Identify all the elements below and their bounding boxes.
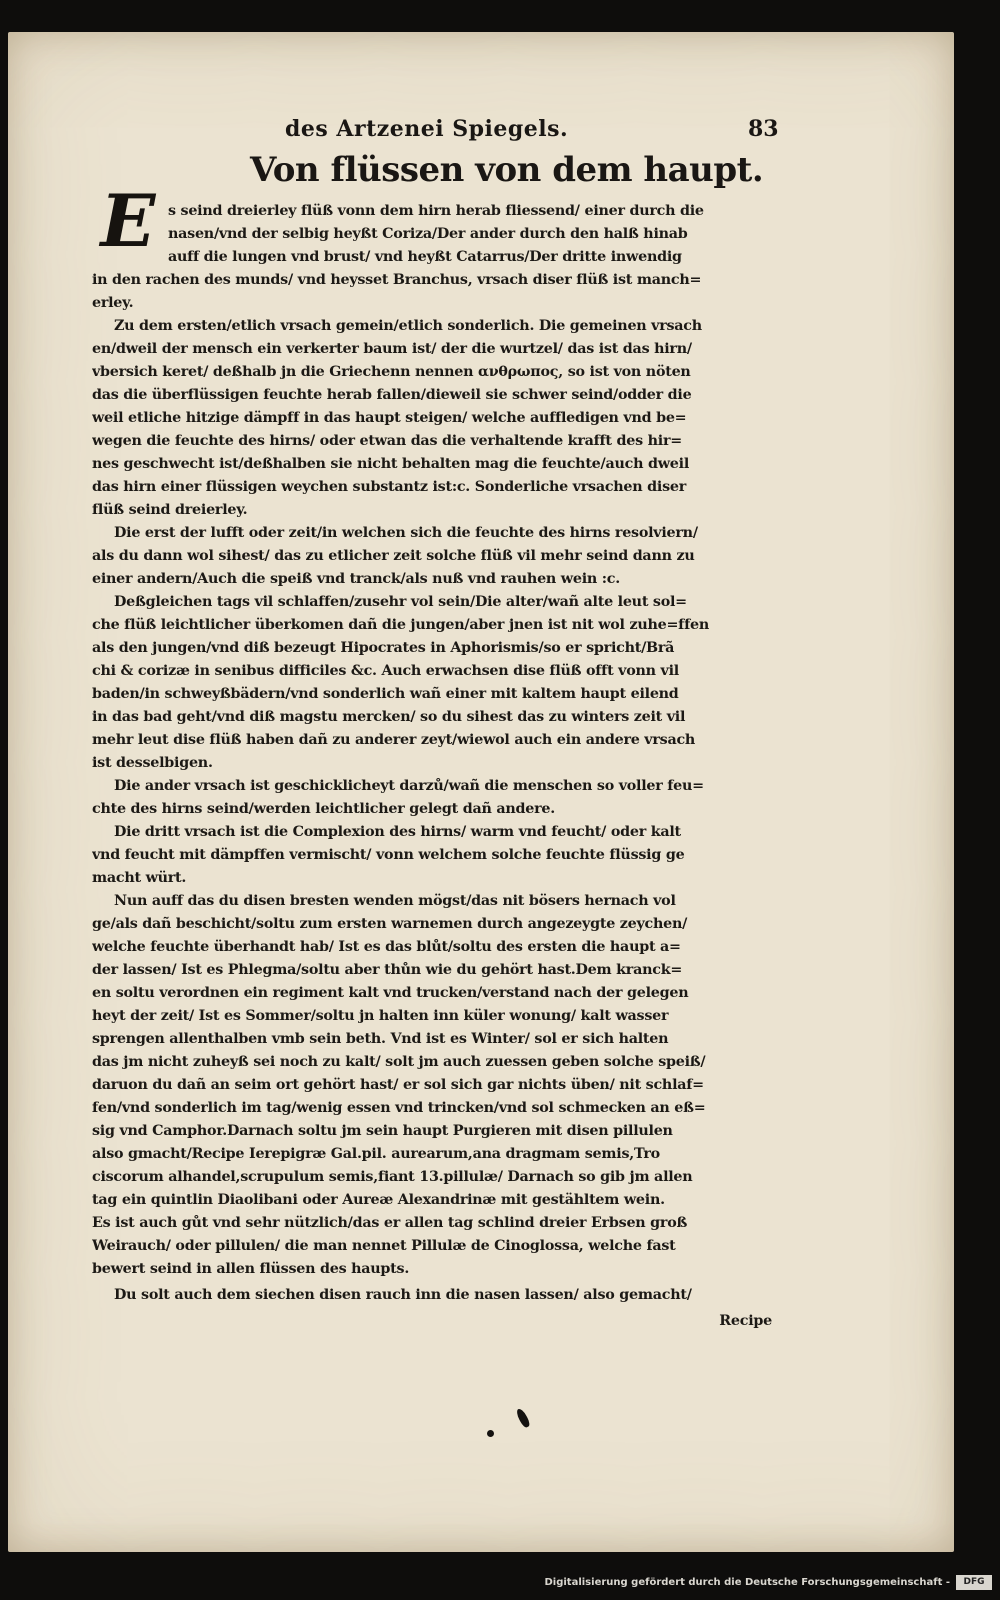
dfg-logo: DFG — [956, 1575, 992, 1590]
text-line: mehr leut dise flüß haben dañ zu anderer zeyt/wiewol auch ein andere vrsach — [92, 732, 696, 748]
text-line: daruon du dañ an seim ort gehört hast/ er sol sich gar nichts üben/ nit schlaf= — [92, 1077, 704, 1093]
text-line: das die überflüssigen feuchte herab fallen/dieweil sie schwer seind/odder die — [92, 387, 692, 403]
text-line: als du dann wol sihest/ das zu etlicher zeit solche flüß vil mehr seind dann zu — [92, 548, 695, 564]
text-line: auff die lungen vnd brust/ vnd heyßt Catarrus/Der dritte inwendig — [168, 249, 682, 265]
text-line: Du solt auch dem siechen disen rauch inn die nasen lassen/ also gemacht/ — [114, 1287, 692, 1303]
text-line: bewert seind in allen flüssen des haupts. — [92, 1261, 410, 1277]
text-line: vbersich keret/ deßhalb jn die Griechenn nennen ανθρωπος, so ist von nöten — [92, 364, 691, 380]
text-line: chte des hirns seind/werden leichtlicher gelegt dañ andere. — [92, 801, 555, 817]
text-line: Die erst der lufft oder zeit/in welchen sich die feuchte des hirns resolviern/ — [114, 525, 698, 541]
text-line: ciscorum alhandel,scrupulum semis,fiant 13.pillulæ/ Darnach so gib jm allen — [92, 1169, 693, 1185]
catchword: Recipe — [719, 1313, 772, 1329]
text-line: sprengen allenthalben vmb sein beth. Vnd ist es Winter/ sol er sich halten — [92, 1031, 669, 1047]
digitization-credit: Digitalisierung gefördert durch die Deutsche Forschungsgemeinschaft - — [544, 1577, 950, 1588]
text-line: macht würt. — [92, 870, 187, 886]
text-line: tag ein quintlin Diaolibani oder Aureæ Alexandrinæ mit gestähltem wein. — [92, 1192, 665, 1208]
text-line: sig vnd Camphor.Darnach soltu jm sein haupt Purgieren mit disen pillulen — [92, 1123, 673, 1139]
page-number: 83 — [748, 116, 779, 142]
text-line: als den jungen/vnd diß bezeugt Hipocrates in Aphorismis/so er spricht/Brã — [92, 640, 675, 656]
text-line: nes geschwecht ist/deßhalben sie nicht behalten mag die feuchte/auch dweil — [92, 456, 689, 472]
text-line: der lassen/ Ist es Phlegma/soltu aber thůn wie du gehört hast.Dem kranck= — [92, 962, 683, 978]
text-line: also gmacht/Recipe Ierepigræ Gal.pil. aurearum,ana dragmam semis,Tro — [92, 1146, 660, 1162]
text-line: s seind dreierley flüß vonn dem hirn herab fliessend/ einer durch die — [168, 203, 704, 219]
text-line: Es ist auch gůt vnd sehr nützlich/das er allen tag schlind dreier Erbsen groß — [92, 1215, 688, 1231]
text-line: vnd feucht mit dämpffen vermischt/ vonn welchem solche feuchte flüssig ge — [92, 847, 685, 863]
ink-mark — [487, 1430, 494, 1437]
text-line: in das bad geht/vnd diß magstu mercken/ so du sihest das zu winters zeit vil — [92, 709, 686, 725]
text-line: Weirauch/ oder pillulen/ die man nennet Pillulæ de Cinoglossa, welche fast — [92, 1238, 676, 1254]
text-line: Die dritt vrsach ist die Complexion des hirns/ warm vnd feucht/ oder kalt — [114, 824, 681, 840]
text-line: heyt der zeit/ Ist es Sommer/soltu jn halten inn küler wonung/ kalt wasser — [92, 1008, 669, 1024]
text-line: weil etliche hitzige dämpff in das haupt steigen/ welche auffledigen vnd be= — [92, 410, 687, 426]
text-line: flüß seind dreierley. — [92, 502, 248, 518]
text-line: Deßgleichen tags vil schlaffen/zusehr vol sein/Die alter/wañ alte leut sol= — [114, 594, 687, 610]
text-line: Nun auff das du disen bresten wenden mögst/das nit bösers hernach vol — [114, 893, 676, 909]
text-line: fen/vnd sonderlich im tag/wenig essen vnd trincken/vnd sol schmecken an eß= — [92, 1100, 706, 1116]
text-line: en soltu verordnen ein regiment kalt vnd trucken/verstand nach der gelegen — [92, 985, 689, 1001]
text-line: Die ander vrsach ist geschicklicheyt darzů/wañ die menschen so voller feu= — [114, 778, 704, 794]
text-line: ist desselbigen. — [92, 755, 213, 771]
text-line: das jm nicht zuheyß sei noch zu kalt/ solt jm auch zuessen geben solche speiß/ — [92, 1054, 706, 1070]
text-line: nasen/vnd der selbig heyßt Coriza/Der ander durch den halß hinab — [168, 226, 688, 242]
running-head: des Artzenei Spiegels. — [285, 116, 569, 142]
decorated-initial: E — [100, 178, 156, 263]
text-line: erley. — [92, 295, 134, 311]
text-line: baden/in schweyßbädern/vnd sonderlich wañ einer mit kaltem haupt eilend — [92, 686, 679, 702]
text-line: che flüß leichtlicher überkomen dañ die jungen/aber jnen ist nit wol zuhe=ffen — [92, 617, 709, 633]
text-line: chi & corizæ in senibus difficiles &c. Auch erwachsen dise flüß offt vonn vil — [92, 663, 679, 679]
text-line: einer andern/Auch die speiß vnd tranck/als nuß vnd rauhen wein :c. — [92, 571, 620, 587]
text-line: en/dweil der mensch ein verkerter baum ist/ der die wurtzel/ das ist das hirn/ — [92, 341, 692, 357]
text-line: Zu dem ersten/etlich vrsach gemein/etlich sonderlich. Die gemeinen vrsach — [114, 318, 702, 334]
text-line: ge/als dañ beschicht/soltu zum ersten warnemen durch angezeygte zeychen/ — [92, 916, 688, 932]
text-line: welche feuchte überhandt hab/ Ist es das blůt/soltu des ersten die haupt a= — [92, 939, 681, 955]
text-line: das hirn einer flüssigen weychen substantz ist:c. Sonderliche vrsachen diser — [92, 479, 687, 495]
text-line: in den rachen des munds/ vnd heysset Branchus, vrsach diser flüß ist manch= — [92, 272, 702, 288]
chapter-title: Von flüssen von dem haupt. — [250, 150, 764, 190]
text-line: wegen die feuchte des hirns/ oder etwan das die verhaltende krafft des hir= — [92, 433, 682, 449]
